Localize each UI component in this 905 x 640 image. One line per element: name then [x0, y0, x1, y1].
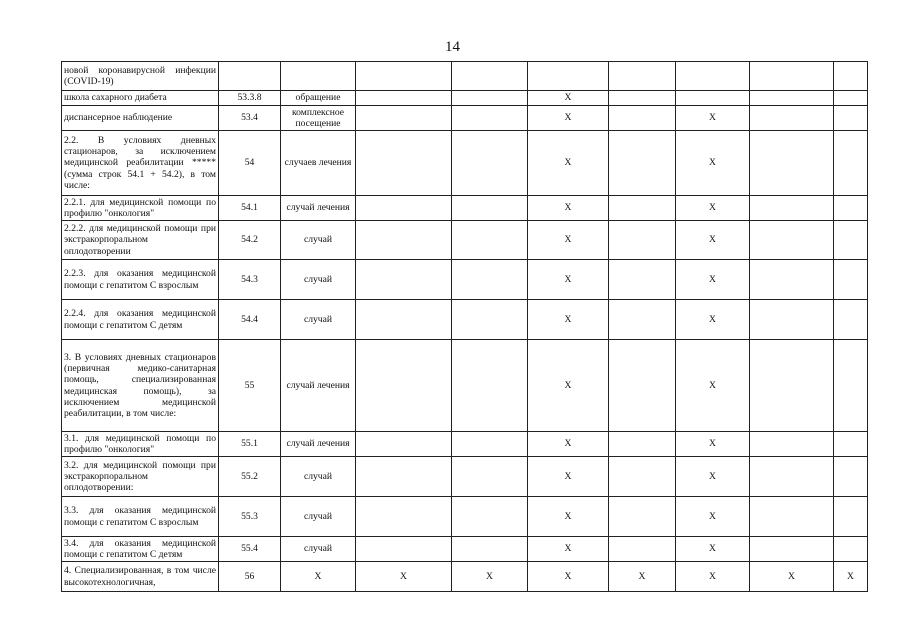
table-cell: X	[452, 562, 528, 592]
row-code: 55.3	[219, 497, 281, 537]
table-cell: X	[356, 562, 452, 592]
table-cell	[609, 537, 676, 562]
table-cell: X	[528, 457, 609, 497]
table-cell: X	[676, 300, 750, 340]
table-cell: X	[528, 432, 609, 457]
table-cell: X	[676, 537, 750, 562]
table-body	[62, 62, 868, 592]
table-cell	[676, 91, 750, 106]
row-label: 3.1. для медицинской помощи по профилю "онкология"	[62, 432, 219, 457]
row-unit	[281, 62, 356, 91]
table-row	[62, 221, 868, 260]
row-code: 55	[219, 340, 281, 432]
table-cell	[356, 300, 452, 340]
table-cell	[609, 196, 676, 221]
table-cell	[834, 457, 868, 497]
table-cell: X	[676, 196, 750, 221]
row-label: 2.2.4. для оказания медицинской помощи с гепатитом С детям	[62, 300, 219, 340]
table-cell	[676, 62, 750, 91]
table-cell	[609, 221, 676, 260]
data-table	[61, 61, 868, 592]
row-label: новой коронавирусной инфекции (COVID-19)	[62, 62, 219, 91]
row-unit: случаев лечения	[281, 131, 356, 196]
row-code: 55.4	[219, 537, 281, 562]
table-row	[62, 91, 868, 106]
row-unit: случай лечения	[281, 196, 356, 221]
table-cell	[750, 221, 834, 260]
table-cell: X	[676, 131, 750, 196]
table-cell	[609, 457, 676, 497]
table-cell	[834, 537, 868, 562]
row-unit: X	[281, 562, 356, 592]
row-label: 3.3. для оказания медицинской помощи с гепатитом С взрослым	[62, 497, 219, 537]
row-unit: обращение	[281, 91, 356, 106]
table-cell: X	[676, 340, 750, 432]
table-cell	[452, 432, 528, 457]
row-code	[219, 62, 281, 91]
table-cell	[609, 91, 676, 106]
row-label: школа сахарного диабета	[62, 91, 219, 106]
table-cell	[834, 432, 868, 457]
row-code: 55.1	[219, 432, 281, 457]
table-cell	[609, 340, 676, 432]
row-code: 54.3	[219, 260, 281, 300]
table-row	[62, 562, 868, 592]
table-cell	[452, 91, 528, 106]
table-cell	[452, 106, 528, 131]
table-cell: X	[528, 106, 609, 131]
table-cell	[834, 62, 868, 91]
row-code: 53.4	[219, 106, 281, 131]
table-cell	[356, 221, 452, 260]
table-cell: X	[750, 562, 834, 592]
row-label: 2.2.2. для медицинской помощи при экстракорпоральном оплодотворении	[62, 221, 219, 260]
table-cell	[356, 457, 452, 497]
row-label: 3.4. для оказания медицинской помощи с гепатитом С детям	[62, 537, 219, 562]
table-cell: X	[528, 497, 609, 537]
table-row	[62, 497, 868, 537]
table-cell	[750, 260, 834, 300]
table-cell	[750, 432, 834, 457]
table-cell: X	[528, 91, 609, 106]
table-cell	[750, 497, 834, 537]
table-cell	[609, 62, 676, 91]
row-unit: случай	[281, 497, 356, 537]
table-cell	[834, 131, 868, 196]
row-label: диспансерное наблюдение	[62, 106, 219, 131]
table-cell	[452, 340, 528, 432]
table-cell: X	[676, 106, 750, 131]
row-label: 2.2. В условиях дневных стационаров, за исключением медицинской реабилитации ***** (сумма строк 54.1 + 54.2), в том числе:	[62, 131, 219, 196]
table-cell: X	[528, 221, 609, 260]
table-cell: X	[834, 562, 868, 592]
row-label: 2.2.1. для медицинской помощи по профилю "онкология"	[62, 196, 219, 221]
table-cell	[609, 300, 676, 340]
table-row	[62, 62, 868, 91]
table-cell	[452, 221, 528, 260]
table-cell	[834, 497, 868, 537]
row-code: 53.3.8	[219, 91, 281, 106]
table-row	[62, 106, 868, 131]
table-cell	[356, 260, 452, 300]
table-row	[62, 131, 868, 196]
row-code: 56	[219, 562, 281, 592]
row-label: 3. В условиях дневных стационаров (первичная медико-санитарная помощь, специализированная медицинская помощь), за исключением медицинской реабилитации, в том числе:	[62, 340, 219, 432]
table-cell: X	[528, 131, 609, 196]
table-cell	[834, 196, 868, 221]
table-cell	[356, 62, 452, 91]
table-cell	[609, 260, 676, 300]
page-number: 14	[445, 39, 460, 55]
row-unit: случай	[281, 260, 356, 300]
table-cell	[609, 131, 676, 196]
table-cell	[834, 91, 868, 106]
table-cell: X	[676, 432, 750, 457]
row-label: 2.2.3. для оказания медицинской помощи с гепатитом С взрослым	[62, 260, 219, 300]
table-cell: X	[676, 497, 750, 537]
table-cell	[750, 300, 834, 340]
table-row	[62, 300, 868, 340]
row-code: 54	[219, 131, 281, 196]
table-cell	[452, 497, 528, 537]
table-cell	[452, 457, 528, 497]
row-unit: случай лечения	[281, 340, 356, 432]
table-cell	[356, 497, 452, 537]
table-cell: X	[528, 562, 609, 592]
table-cell	[609, 497, 676, 537]
table-row	[62, 260, 868, 300]
table-row	[62, 196, 868, 221]
row-unit: случай	[281, 537, 356, 562]
row-unit: случай лечения	[281, 432, 356, 457]
table-cell	[452, 260, 528, 300]
table-cell: X	[528, 340, 609, 432]
table-cell	[834, 340, 868, 432]
row-unit: случай	[281, 300, 356, 340]
row-unit: случай	[281, 221, 356, 260]
table-cell	[452, 300, 528, 340]
table-cell	[609, 106, 676, 131]
row-code: 54.4	[219, 300, 281, 340]
table-cell: X	[676, 260, 750, 300]
table-row	[62, 537, 868, 562]
row-label: 4. Специализированная, в том числе высокотехнологичная,	[62, 562, 219, 592]
table-cell: X	[528, 260, 609, 300]
table-cell	[750, 537, 834, 562]
table-cell	[356, 196, 452, 221]
table-cell	[356, 91, 452, 106]
table-cell	[834, 221, 868, 260]
table-cell	[356, 131, 452, 196]
table-cell: X	[528, 300, 609, 340]
table-cell	[834, 106, 868, 131]
table-cell	[452, 131, 528, 196]
table-row	[62, 432, 868, 457]
row-code: 54.2	[219, 221, 281, 260]
table-cell	[750, 91, 834, 106]
table-cell: X	[676, 221, 750, 260]
table-row	[62, 340, 868, 432]
table-cell: X	[528, 196, 609, 221]
table-cell	[452, 196, 528, 221]
table-cell	[356, 340, 452, 432]
table-cell	[356, 106, 452, 131]
table-row	[62, 457, 868, 497]
table-cell	[750, 340, 834, 432]
table-cell	[452, 537, 528, 562]
table-cell: X	[676, 562, 750, 592]
table-cell	[528, 62, 609, 91]
table-cell	[452, 62, 528, 91]
row-label: 3.2. для медицинской помощи при экстракорпоральном оплодотворении:	[62, 457, 219, 497]
table-cell	[750, 62, 834, 91]
row-code: 54.1	[219, 196, 281, 221]
table-cell	[356, 537, 452, 562]
row-unit: случай	[281, 457, 356, 497]
table-cell: X	[676, 457, 750, 497]
table-cell: X	[609, 562, 676, 592]
table-cell	[834, 300, 868, 340]
table-cell	[750, 196, 834, 221]
row-code: 55.2	[219, 457, 281, 497]
table-cell	[609, 432, 676, 457]
table-cell	[750, 457, 834, 497]
table-cell	[834, 260, 868, 300]
table-cell: X	[528, 537, 609, 562]
table-cell	[356, 432, 452, 457]
table-cell	[750, 131, 834, 196]
table-cell	[750, 106, 834, 131]
row-unit: комплексное посещение	[281, 106, 356, 131]
